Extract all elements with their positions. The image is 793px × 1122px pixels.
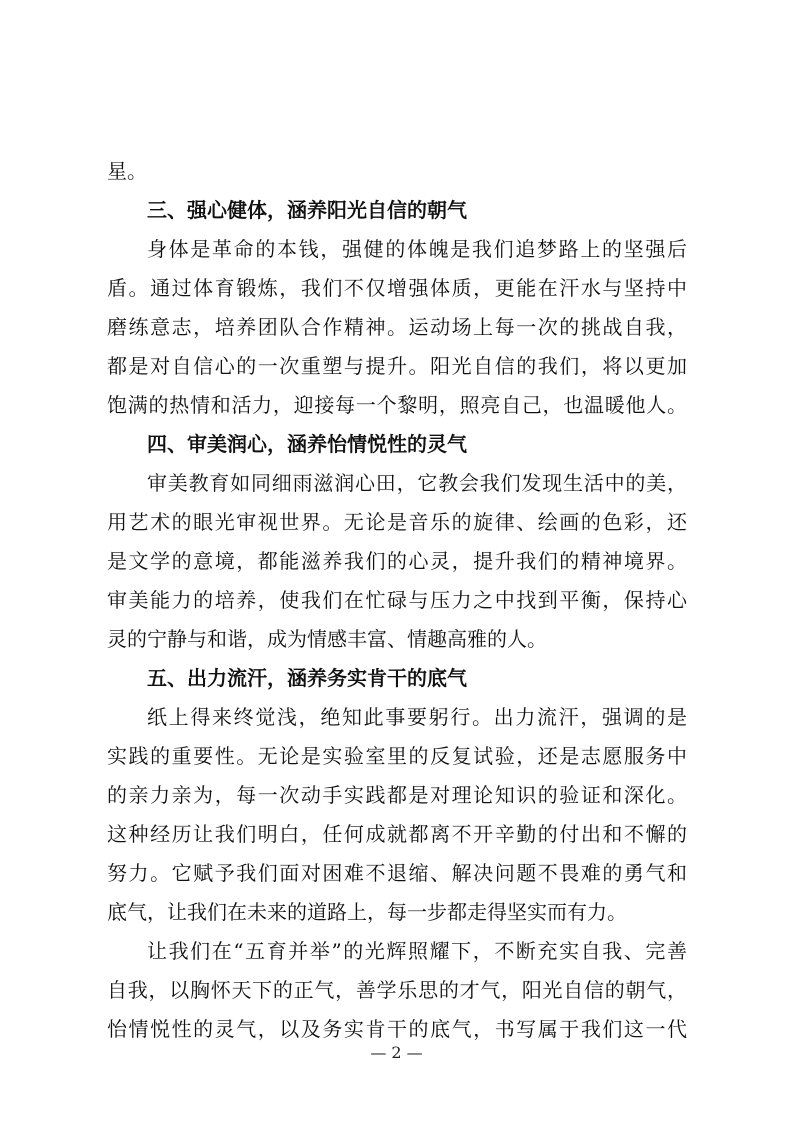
text-line: 身体是革命的本钱，强健的体魄是我们追梦路上的坚强后 bbox=[147, 237, 687, 261]
text-line: 磨练意志，培养团队合作精神。运动场上每一次的挑战自我， bbox=[107, 315, 687, 339]
text-line: 盾。通过体育锻炼，我们不仅增强体质，更能在汗水与坚持中 bbox=[107, 276, 687, 300]
text-line: 饱满的热情和活力，迎接每一个黎明，照亮自己，也温暖他人。 bbox=[107, 393, 687, 417]
text-line: 审美教育如同细雨滋润心田，它教会我们发现生活中的美， bbox=[147, 471, 687, 495]
text-line: 都是对自信心的一次重塑与提升。阳光自信的我们，将以更加 bbox=[107, 354, 687, 378]
section-heading: 四、审美润心，涵养怡情悦性的灵气 bbox=[147, 432, 467, 456]
text-line: 是文学的意境，都能滋养我们的心灵，提升我们的精神境界。 bbox=[107, 549, 687, 573]
text-line: 这种经历让我们明白，任何成就都离不开辛勤的付出和不懈的 bbox=[107, 822, 687, 846]
text-line: 自我，以胸怀天下的正气，善学乐思的才气，阳光自信的朝气， bbox=[107, 978, 687, 1002]
text-line: 灵的宁静与和谐，成为情感丰富、情趣高雅的人。 bbox=[107, 627, 547, 651]
text-line: 的亲力亲为，每一次动手实践都是对理论知识的验证和深化。 bbox=[107, 783, 687, 807]
text-line: 用艺术的眼光审视世界。无论是音乐的旋律、绘画的色彩，还 bbox=[107, 510, 687, 534]
section-heading: 三、强心健体，涵养阳光自信的朝气 bbox=[147, 198, 467, 222]
document-body bbox=[107, 152, 687, 1049]
section-heading: 五、出力流汗，涵养务实肯干的底气 bbox=[147, 666, 467, 690]
text-line: 努力。它赋予我们面对困难不退缩、解决问题不畏难的勇气和 bbox=[107, 861, 687, 885]
text-line: 让我们在“五育并举”的光辉照耀下，不断充实自我、完善 bbox=[147, 939, 687, 963]
text-line: 纸上得来终觉浅，绝知此事要躬行。出力流汗，强调的是 bbox=[147, 705, 687, 729]
text-line: 星。 bbox=[107, 159, 147, 183]
text-line: 底气，让我们在未来的道路上，每一步都走得坚实而有力。 bbox=[107, 900, 627, 924]
text-line: 怡情悦性的灵气，以及务实肯干的底气，书写属于我们这一代 bbox=[107, 1017, 687, 1041]
text-line: 实践的重要性。无论是实验室里的反复试验，还是志愿服务中 bbox=[107, 744, 687, 768]
page-number: — 2 — bbox=[370, 1043, 423, 1062]
text-line: 审美能力的培养，使我们在忙碌与压力之中找到平衡，保持心 bbox=[107, 588, 687, 612]
